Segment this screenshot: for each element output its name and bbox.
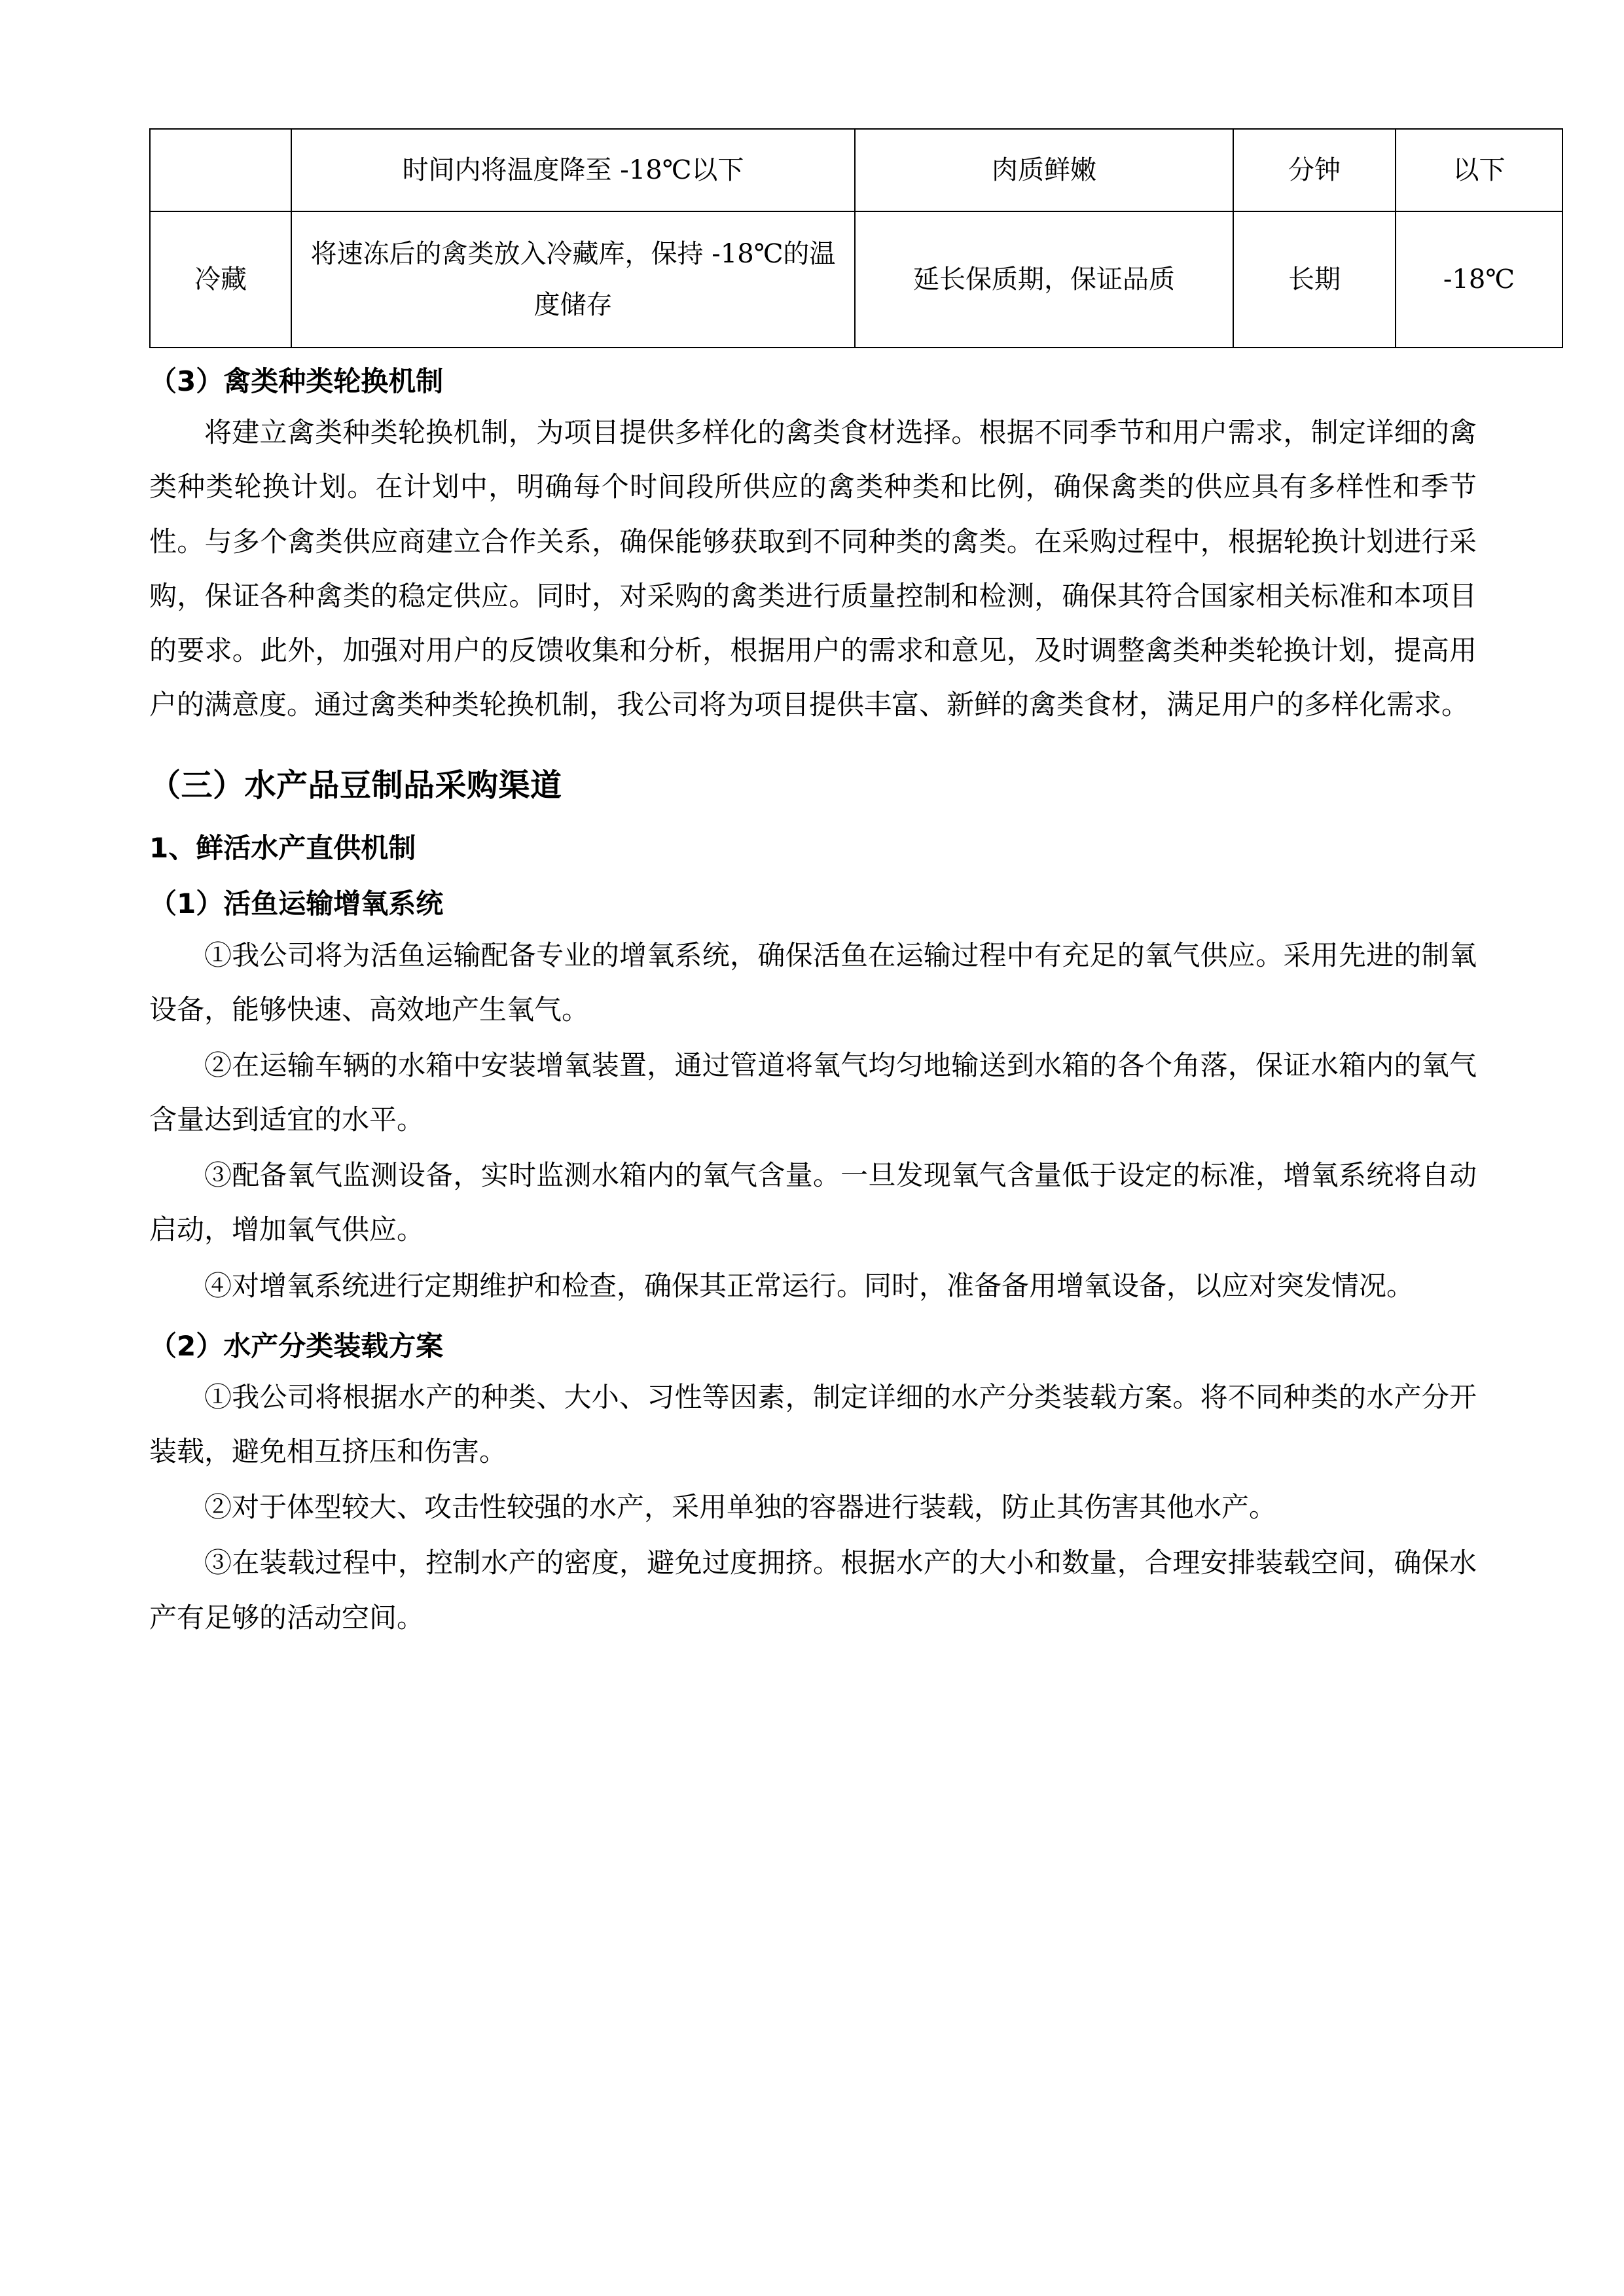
table-row xyxy=(150,211,1562,348)
heading-poultry-rotation: （3）禽类种类轮换机制 xyxy=(149,365,444,397)
table-cell-temperature: -18℃ xyxy=(1396,211,1562,348)
table-cell-method: 冷藏 xyxy=(150,211,291,348)
cold-chain-table xyxy=(149,128,1563,348)
heading-classified-loading: （2）水产分类装载方案 xyxy=(149,1329,444,1362)
paragraph-poultry-rotation: 将建立禽类种类轮换机制，为项目提供多样化的禽类食材选择。根据不同季节和用户需求，制定详细的禽类种类轮换计划。在计划中，明确每个时间段所供应的禽类种类和比例，确保禽类的供应具有多样性和季节性。与多个禽类供应商建立合作关系，确保能够获取到不同种类的禽类。在采购过程中，根据轮换计划进行采购，保证各种禽类的稳定供应。同时，对采购的禽类进行质量控制和检测，确保其符合国家相关标准和本项目的要求。此外，加强对用户的反馈收集和分析，根据用户的需求和意见，及时调整禽类种类轮换计划，提高用户的满意度。通过禽类种类轮换机制，我公司将为项目提供丰富、新鲜的禽类食材，满足用户的多样化需求。 xyxy=(149,416,1477,721)
list-item: ①我公司将根据水产的种类、大小、习性等因素，制定详细的水产分类装载方案。将不同种类的水产分开装载，避免相互挤压和伤害。 xyxy=(149,1381,1477,1468)
list-item: ②对于体型较大、攻击性较强的水产，采用单独的容器进行装载，防止其伤害其他水产。 xyxy=(204,1491,1277,1524)
list-item: ①我公司将为活鱼运输配备专业的增氧系统，确保活鱼在运输过程中有充足的氧气供应。采用先进的制氧设备，能够快速、高效地产生氧气。 xyxy=(149,939,1477,1026)
heading-oxygen-system: （1）活鱼运输增氧系统 xyxy=(149,888,444,920)
table-cell-duration: 长期 xyxy=(1233,211,1396,348)
list-item: ③配备氧气监测设备，实时监测水箱内的氧气含量。一旦发现氧气含量低于设定的标准，增氧系统将自动启动，增加氧气供应。 xyxy=(149,1159,1477,1246)
table-cell-effect: 肉质鲜嫩 xyxy=(855,129,1233,211)
heading-aquatic-section: （三）水产品豆制品采购渠道 xyxy=(149,767,562,804)
list-item: ③在装载过程中，控制水产的密度，避免过度拥挤。根据水产的大小和数量，合理安排装载空间，确保水产有足够的活动空间。 xyxy=(149,1547,1477,1634)
list-item: ②在运输车辆的水箱中安装增氧装置，通过管道将氧气均匀地输送到水箱的各个角落，保证水箱内的氧气含量达到适宜的水平。 xyxy=(149,1049,1477,1136)
heading-live-aquatic-supply: 1、鲜活水产直供机制 xyxy=(149,832,416,865)
page-content xyxy=(149,128,1515,1646)
table-row xyxy=(150,129,1562,211)
table-cell-method xyxy=(150,129,291,211)
table-cell-effect: 延长保质期，保证品质 xyxy=(855,211,1233,348)
table-cell-description: 将速冻后的禽类放入冷藏库，保持 -18℃的温度储存 xyxy=(291,211,855,348)
table-cell-duration: 分钟 xyxy=(1233,129,1396,211)
list-item: ④对增氧系统进行定期维护和检查，确保其正常运行。同时，准备备用增氧设备，以应对突发情况。 xyxy=(204,1269,1415,1302)
table-cell-description: 时间内将温度降至 -18℃以下 xyxy=(291,129,855,211)
table-cell-temperature: 以下 xyxy=(1396,129,1562,211)
